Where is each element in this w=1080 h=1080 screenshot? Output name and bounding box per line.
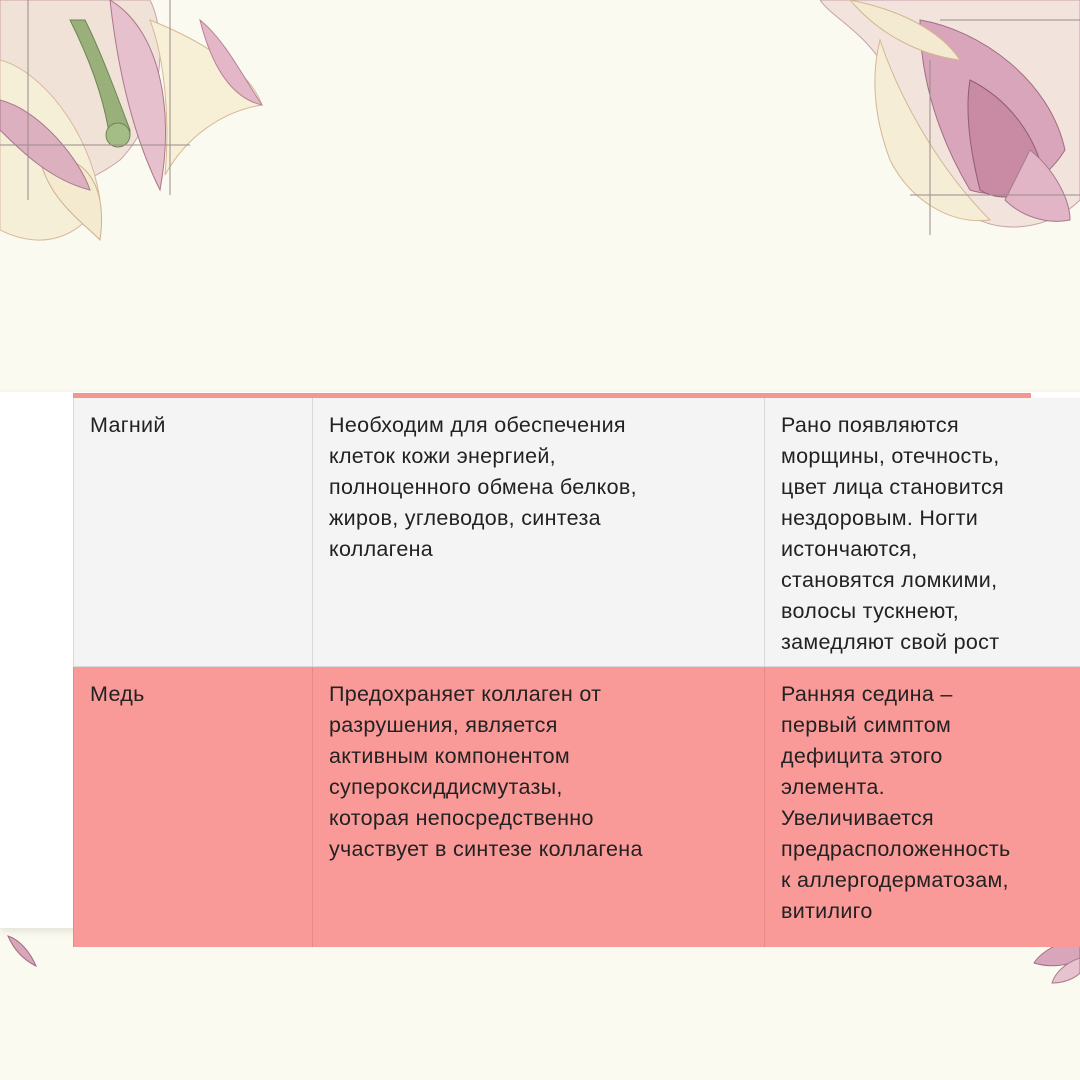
- table-row: [74, 398, 1080, 667]
- function-cell: [313, 667, 765, 948]
- element-cell: [74, 667, 313, 948]
- table-row: [74, 667, 1080, 948]
- deficiency-symptoms: Ранняя седина – первый симптом дефицита этого элемента. Увеличивается предрасположенность к аллергодерматозам, витилиго: [781, 682, 1011, 923]
- flower-illustration-top-left: [0, 0, 270, 250]
- element-cell: [74, 398, 313, 667]
- element-function: Необходим для обеспечения клеток кожи энергией, полноценного обмена белков, жиров, углеводов, синтеза коллагена: [329, 413, 637, 561]
- deficiency-cell: [765, 398, 1080, 667]
- element-name: Магний: [90, 413, 166, 437]
- nutrient-table: [73, 393, 1031, 928]
- nutrient-table-grid: [73, 398, 1080, 947]
- element-function: Предохраняет коллаген от разрушения, является активным компонентом супероксиддисмутазы, которая непосредственно участвует в синтезе коллагена: [329, 682, 643, 861]
- deficiency-symptoms: Рано появляются морщины, отечность, цвет лица становится нездоровым. Ногти истончаются, становятся ломкими, волосы тускнеют, замедляют свой рост: [781, 413, 1004, 654]
- function-cell: [313, 398, 765, 667]
- flower-illustration-top-right: [820, 0, 1080, 235]
- element-name: Медь: [90, 682, 145, 706]
- petal-illustration-bottom-left: [0, 928, 50, 968]
- deficiency-cell: [765, 667, 1080, 948]
